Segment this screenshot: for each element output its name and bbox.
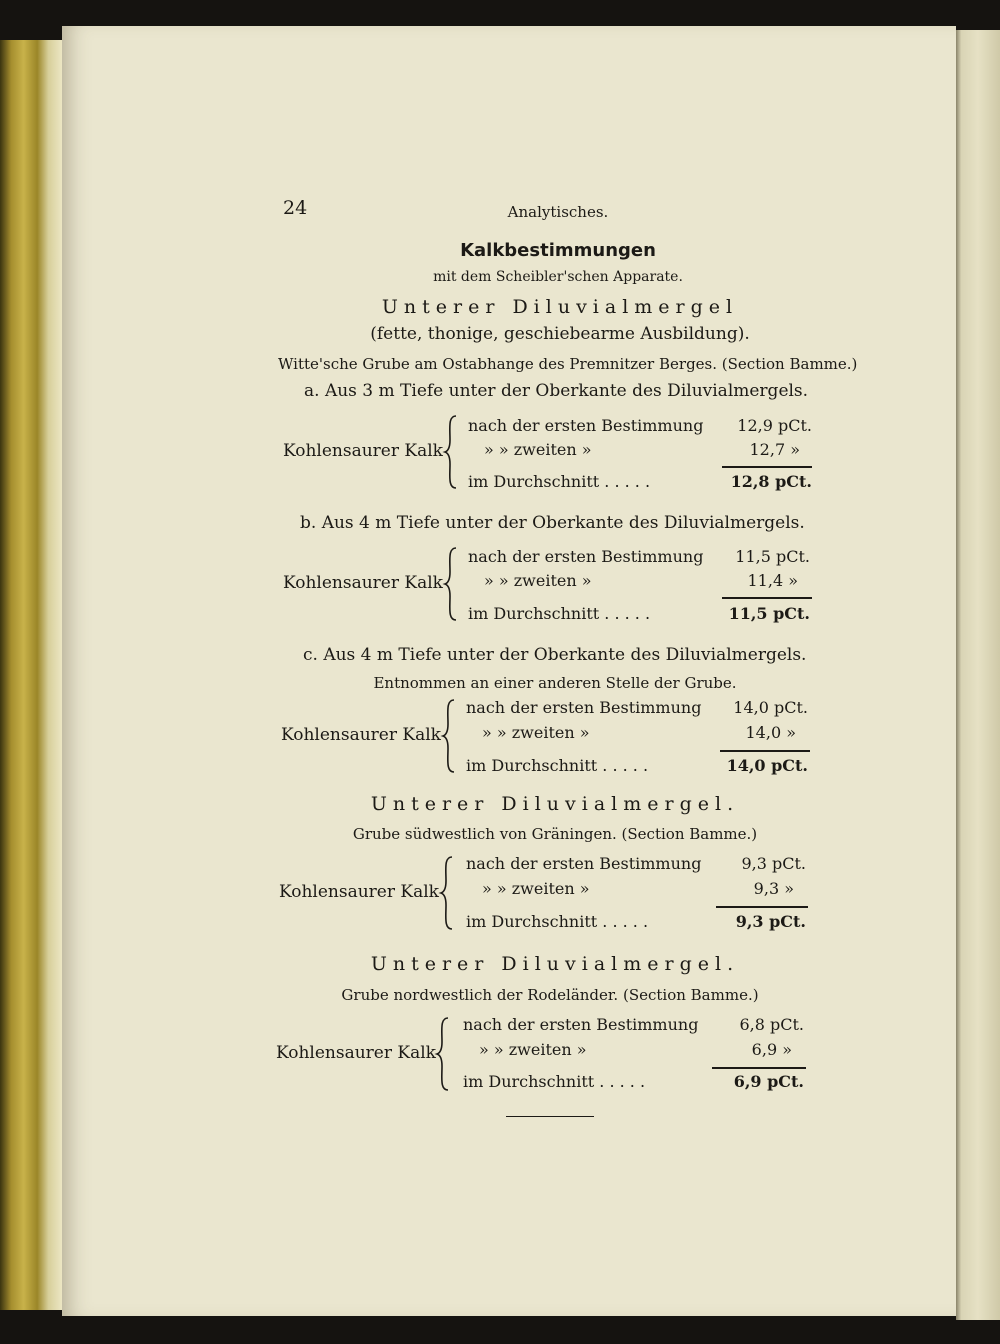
section2-row1-text: nach der ersten Bestimmung bbox=[466, 854, 702, 873]
sample-c-avg-text: im Durchschnitt . . . . . bbox=[466, 756, 649, 775]
sample-c-sum-rule bbox=[720, 750, 810, 752]
section1-formation: (fette, thonige, geschiebearme Ausbildung). bbox=[370, 324, 750, 344]
section3-row1-value: 6,8 pCt. bbox=[739, 1015, 804, 1034]
sample-b-avg-text: im Durchschnitt . . . . . bbox=[468, 604, 651, 623]
sample-a-row2-text: » » zweiten » bbox=[484, 440, 592, 459]
section3-avg-text: im Durchschnitt . . . . . bbox=[463, 1072, 646, 1091]
section3-heading: Unterer Diluvialmergel. bbox=[370, 953, 740, 975]
closing-rule bbox=[506, 1116, 594, 1117]
sample-b-sum-rule bbox=[722, 597, 812, 599]
section3-row2-text: » » zweiten » bbox=[479, 1040, 587, 1059]
sample-b-row1-value: 11,5 pCt. bbox=[735, 547, 810, 566]
sample-b-brace bbox=[444, 546, 460, 622]
section2-sum-rule bbox=[716, 906, 808, 908]
sample-c-row1-text: nach der ersten Bestimmung bbox=[466, 698, 702, 717]
sample-a-sum-rule bbox=[722, 466, 812, 468]
sample-a-row1-text: nach der ersten Bestimmung bbox=[468, 416, 704, 435]
sample-c-row2-text: » » zweiten » bbox=[482, 723, 590, 742]
sample-a-row2-value: 12,7 » bbox=[749, 440, 800, 459]
section2-brace bbox=[440, 855, 456, 931]
sample-c-label: Kohlensaurer Kalk bbox=[281, 725, 441, 745]
section3-location: Grube nordwestlich der Rodeländer. (Section Bamme.) bbox=[341, 986, 759, 1004]
sample-b-row1-text: nach der ersten Bestimmung bbox=[468, 547, 704, 566]
sample-c-row1-value: 14,0 pCt. bbox=[733, 698, 808, 717]
section1-heading: Unterer Diluvialmergel bbox=[381, 296, 739, 318]
sample-c-row2-value: 14,0 » bbox=[745, 723, 796, 742]
section3-row1-text: nach der ersten Bestimmung bbox=[463, 1015, 699, 1034]
section2-label: Kohlensaurer Kalk bbox=[279, 882, 439, 902]
sample-b-row2-text: » » zweiten » bbox=[484, 571, 592, 590]
section3-sum-rule bbox=[712, 1067, 806, 1069]
sample-a-brace bbox=[444, 414, 460, 490]
next-page-edge bbox=[956, 30, 1000, 1320]
section2-row1-value: 9,3 pCt. bbox=[741, 854, 806, 873]
sample-a-avg-text: im Durchschnitt . . . . . bbox=[468, 472, 651, 491]
sample-b-avg-value: 11,5 pCt. bbox=[728, 604, 810, 623]
book-page-edges bbox=[0, 40, 62, 1310]
section2-heading: Unterer Diluvialmergel. bbox=[370, 793, 740, 815]
sample-c-brace bbox=[442, 698, 458, 774]
section1-location: Witte'sche Grube am Ostabhange des Premnitzer Berges. (Section Bamme.) bbox=[278, 355, 858, 373]
sample-b-depth: b. Aus 4 m Tiefe unter der Oberkante des Diluvialmergels. bbox=[300, 513, 805, 533]
section2-row2-text: » » zweiten » bbox=[482, 879, 590, 898]
sample-c-avg-value: 14,0 pCt. bbox=[726, 756, 808, 775]
sample-a-avg-value: 12,8 pCt. bbox=[730, 472, 812, 491]
sample-c-depth: c. Aus 4 m Tiefe unter der Oberkante des Diluvialmergels. bbox=[303, 645, 807, 665]
sample-a-label: Kohlensaurer Kalk bbox=[283, 441, 443, 461]
running-head: Analytisches. bbox=[507, 203, 609, 221]
page-subtitle: mit dem Scheibler'schen Apparate. bbox=[433, 269, 683, 285]
page-number: 24 bbox=[283, 197, 308, 219]
sample-c-note: Entnommen an einer anderen Stelle der Grube. bbox=[373, 674, 737, 692]
sample-a-depth: a. Aus 3 m Tiefe unter der Oberkante des Diluvialmergels. bbox=[304, 381, 809, 401]
section3-avg-value: 6,9 pCt. bbox=[733, 1072, 804, 1091]
page-title: Kalkbestimmungen bbox=[460, 240, 656, 261]
section2-location: Grube südwestlich von Gräningen. (Section Bamme.) bbox=[352, 825, 758, 843]
section2-avg-text: im Durchschnitt . . . . . bbox=[466, 912, 649, 931]
section2-avg-value: 9,3 pCt. bbox=[735, 912, 806, 931]
section3-brace bbox=[436, 1016, 452, 1092]
section2-row2-value: 9,3 » bbox=[753, 879, 794, 898]
sample-a-row1-value: 12,9 pCt. bbox=[737, 416, 812, 435]
section3-label: Kohlensaurer Kalk bbox=[276, 1043, 436, 1063]
sample-b-row2-value: 11,4 » bbox=[747, 571, 798, 590]
section3-row2-value: 6,9 » bbox=[751, 1040, 792, 1059]
sample-b-label: Kohlensaurer Kalk bbox=[283, 573, 443, 593]
